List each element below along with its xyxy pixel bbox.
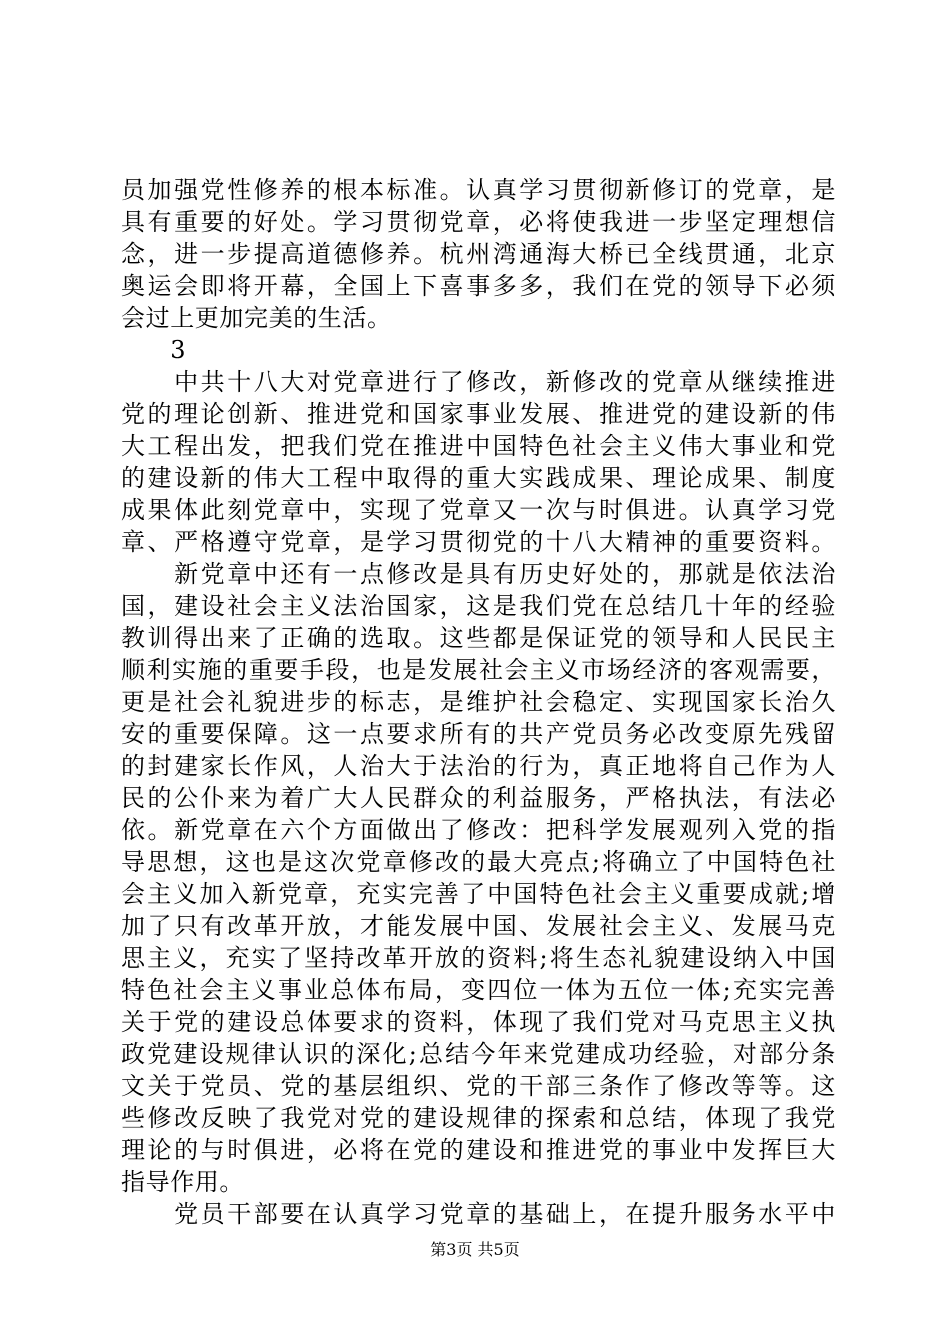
section-number: 3 — [121, 336, 187, 364]
text-line: 思主义，充实了坚持改革开放的资料;将生态礼貌建设纳入中国 — [121, 944, 836, 972]
text-line: 国，建设社会主义法治国家，这是我们党在总结几十年的经验 — [121, 592, 836, 620]
page-footer — [0, 1240, 950, 1260]
text-line: 党员干部要在认真学习党章的基础上，在提升服务水平中 — [121, 1200, 836, 1228]
text-line: 具有重要的好处。学习贯彻党章，必将使我进一步坚定理想信 — [121, 208, 836, 236]
text-line: 成果体此刻党章中，实现了党章又一次与时俱进。认真学习党 — [121, 496, 836, 524]
text-line: 导思想，这也是这次党章修改的最大亮点;将确立了中国特色社 — [121, 848, 836, 876]
text-line: 奥运会即将开幕，全国上下喜事多多，我们在党的领导下必须 — [121, 272, 836, 300]
text-line: 章、严格遵守党章，是学习贯彻党的十八大精神的重要资料。 — [121, 528, 836, 556]
text-line: 加了只有改革开放，才能发展中国、发展社会主义、发展马克 — [121, 912, 836, 940]
text-line: 更是社会礼貌进步的标志，是维护社会稳定、实现国家长治久 — [121, 688, 836, 716]
text-line: 大工程出发，把我们党在推进中国特色社会主义伟大事业和党 — [121, 432, 836, 460]
text-line: 党的理论创新、推进党和国家事业发展、推进党的建设新的伟 — [121, 400, 836, 428]
text-line: 会过上更加完美的生活。 — [121, 304, 392, 332]
text-line: 关于党的建设总体要求的资料，体现了我们党对马克思主义执 — [121, 1008, 836, 1036]
text-line: 文关于党员、党的基层组织、党的干部三条作了修改等等。这 — [121, 1072, 836, 1100]
text-line: 安的重要保障。这一点要求所有的共产党员务必改变原先残留 — [121, 720, 836, 748]
page-number-label: 第3页 共5页 — [430, 1240, 520, 1259]
document-body — [121, 174, 836, 1230]
text-line: 些修改反映了我党对党的建设规律的探索和总结，体现了我党 — [121, 1104, 836, 1132]
text-line: 政党建设规律认识的深化;总结今年来党建成功经验，对部分条 — [121, 1040, 836, 1068]
text-line: 特色社会主义事业总体布局，变四位一体为五位一体;充实完善 — [121, 976, 836, 1004]
text-line: 中共十八大对党章进行了修改，新修改的党章从继续推进 — [121, 368, 836, 396]
text-line: 员加强党性修养的根本标准。认真学习贯彻新修订的党章，是 — [121, 176, 836, 204]
text-line: 念，进一步提高道德修养。杭州湾通海大桥已全线贯通，北京 — [121, 240, 836, 268]
text-line: 指导作用。 — [121, 1168, 244, 1196]
text-line: 会主义加入新党章，充实完善了中国特色社会主义重要成就;增 — [121, 880, 836, 908]
text-line: 的建设新的伟大工程中取得的重大实践成果、理论成果、制度 — [121, 464, 836, 492]
text-line: 顺利实施的重要手段，也是发展社会主义市场经济的客观需要， — [121, 656, 836, 684]
text-line: 民的公仆来为着广大人民群众的利益服务，严格执法，有法必 — [121, 784, 836, 812]
text-line: 理论的与时俱进，必将在党的建设和推进党的事业中发挥巨大 — [121, 1136, 836, 1164]
text-line: 新党章中还有一点修改是具有历史好处的，那就是依法治 — [121, 560, 836, 588]
text-line: 的封建家长作风，人治大于法治的行为，真正地将自己作为人 — [121, 752, 836, 780]
text-line: 依。新党章在六个方面做出了修改：把科学发展观列入党的指 — [121, 816, 836, 844]
text-line: 教训得出来了正确的选取。这些都是保证党的领导和人民民主 — [121, 624, 836, 652]
